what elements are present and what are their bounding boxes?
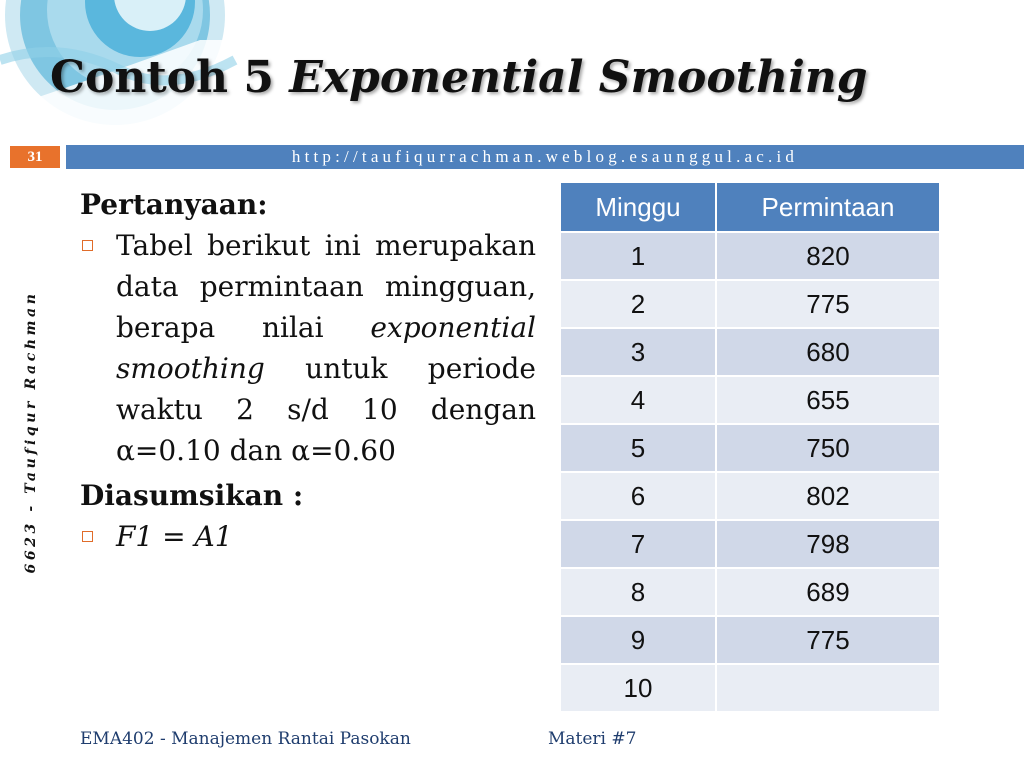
- week-cell: 2: [561, 279, 717, 327]
- assumption-heading: Diasumsikan :: [80, 479, 304, 512]
- table-row: [561, 327, 939, 375]
- question-text: [116, 225, 536, 471]
- demand-table: [561, 183, 939, 711]
- assumption-bullet: [80, 516, 536, 557]
- question-text-part1: Tabel berikut ini merupakan data permintaan mingguan, berapa nilai: [116, 229, 536, 344]
- week-cell: 10: [561, 663, 717, 711]
- assumption-formula: F1 = A1: [116, 520, 233, 553]
- demand-cell: 689: [717, 567, 939, 615]
- question-text-part2: untuk periode waktu 2 s/d 10 dengan α=0.10 dan α=0.60: [116, 352, 536, 467]
- week-cell: 8: [561, 567, 717, 615]
- demand-cell: 680: [717, 327, 939, 375]
- question-heading: Pertanyaan:: [80, 188, 268, 221]
- slide-title: [50, 52, 868, 103]
- demand-cell: 750: [717, 423, 939, 471]
- table-row: [561, 615, 939, 663]
- demand-cell: 775: [717, 615, 939, 663]
- demand-cell: 820: [717, 231, 939, 279]
- demand-cell: 655: [717, 375, 939, 423]
- question-text-italic: exponential smoothing: [116, 311, 536, 385]
- footer-material: Materi #7: [548, 729, 637, 749]
- content-area: [80, 184, 536, 557]
- url-text: http://taufiqurrachman.weblog.esaunggul.ac.id: [291, 147, 799, 166]
- table-row: [561, 663, 939, 711]
- week-cell: 3: [561, 327, 717, 375]
- square-bullet-icon: [82, 240, 93, 251]
- week-cell: 7: [561, 519, 717, 567]
- slide-number-badge: 31: [10, 146, 60, 168]
- demand-cell: [717, 663, 939, 711]
- table-row: [561, 279, 939, 327]
- table-row: [561, 375, 939, 423]
- week-cell: 5: [561, 423, 717, 471]
- vertical-credit: [18, 280, 44, 585]
- table-row: [561, 231, 939, 279]
- demand-cell: 802: [717, 471, 939, 519]
- title-plain: Contoh 5: [50, 52, 290, 103]
- footer-course: EMA402 - Manajemen Rantai Pasokan: [80, 729, 411, 749]
- table-row: [561, 519, 939, 567]
- column-header-week: Minggu: [561, 183, 717, 231]
- url-bar: [66, 145, 1024, 169]
- vertical-credit-text: 6623 - Taufiqur Rachman: [23, 290, 39, 574]
- question-bullet: [80, 225, 536, 471]
- week-cell: 9: [561, 615, 717, 663]
- table-row: [561, 567, 939, 615]
- table-header-row: [561, 183, 939, 231]
- demand-cell: 798: [717, 519, 939, 567]
- column-header-demand: Permintaan: [717, 183, 939, 231]
- week-cell: 6: [561, 471, 717, 519]
- demand-cell: 775: [717, 279, 939, 327]
- title-italic: Exponential Smoothing: [289, 52, 868, 103]
- table-row: [561, 423, 939, 471]
- week-cell: 1: [561, 231, 717, 279]
- square-bullet-icon: [82, 531, 93, 542]
- week-cell: 4: [561, 375, 717, 423]
- table-row: [561, 471, 939, 519]
